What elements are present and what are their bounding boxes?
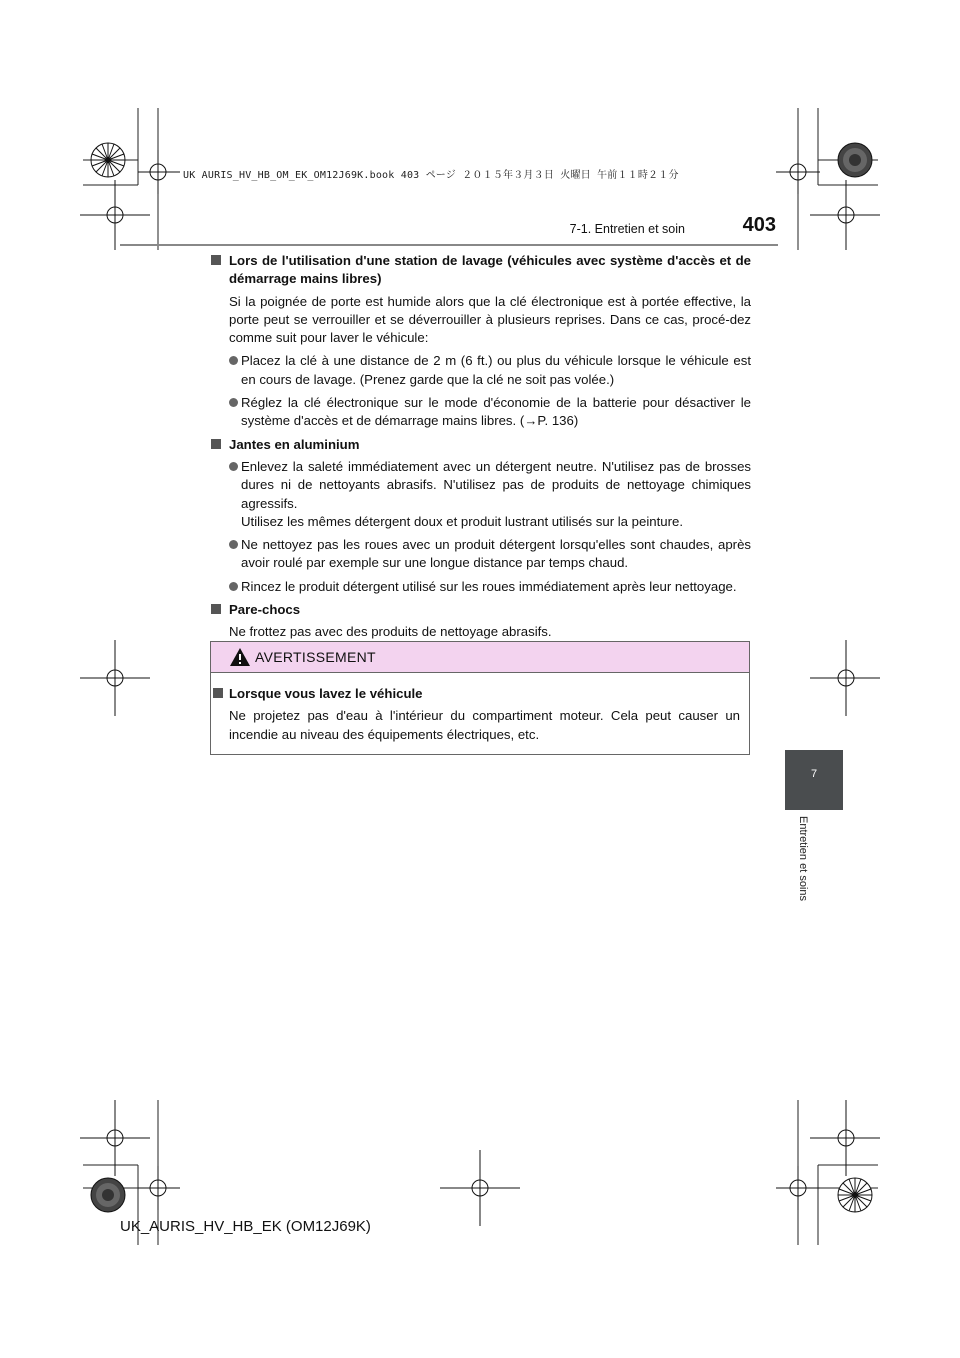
chapter-tab (785, 750, 843, 810)
round-bullet-icon (229, 398, 238, 407)
square-bullet-icon (211, 439, 221, 449)
header-rule (120, 244, 778, 246)
section-heading: Lors de l'utilisation d'une station de lavage (véhicules avec système d'accès et de démarrage mains libres) (211, 252, 751, 289)
list-item: Enlevez la saleté immédiatement avec un détergent neutre. N'utilisez pas de brosses dures ni de nettoyants abrasifs. N'utilisez pas de produits de nettoyage chimiques agressifs. Utilisez les mêmes détergent doux et produit lustrant utilisés sur la peinture. (229, 458, 751, 531)
footer-model-code: UK_AURIS_HV_HB_EK (OM12J69K) (120, 1218, 371, 1235)
warning-text: Ne projetez pas d'eau à l'intérieur du compartiment moteur. Cela peut causer un incendie au niveau des équipements électriques, etc. (229, 708, 740, 742)
round-bullet-icon (229, 582, 238, 591)
warning-title: AVERTISSEMENT (255, 649, 376, 665)
main-content (211, 252, 751, 647)
round-bullet-icon (229, 540, 238, 549)
list-item: Placez la clé à une distance de 2 m (6 ft.) ou plus du véhicule lorsque le véhicule est en cours de lavage. (Prenez garde que la clé ne soit pas volée.) (229, 352, 751, 389)
square-bullet-icon (213, 688, 223, 698)
warning-triangle-icon (229, 647, 251, 667)
chapter-label: Entretien et soins (797, 816, 809, 901)
list-item: Réglez la clé électronique sur le mode d'économie de la batterie pour désactiver le système d'accès et de démarrage mains libres. (→P. 136) (229, 394, 751, 431)
list-item: Rincez le produit détergent utilisé sur les roues immédiatement après leur nettoyage. (229, 578, 751, 596)
warning-header (211, 642, 749, 673)
list-item: Ne nettoyez pas les roues avec un produit détergent lorsqu'elles sont chaudes, après avoir roulé par exemple sur une longue distance par temps chaud. (229, 536, 751, 573)
chapter-number: 7 (810, 768, 818, 780)
section-title: 7-1. Entretien et soin (569, 222, 685, 236)
round-bullet-icon (229, 462, 238, 471)
warning-heading: Lorsque vous lavez le véhicule (211, 685, 740, 703)
paragraph: Ne frottez pas avec des produits de nettoyage abrasifs. (229, 624, 552, 640)
round-bullet-icon (229, 356, 238, 365)
section-heading: Pare-chocs (211, 601, 751, 619)
book-print-line: UK AURIS_HV_HB_OM_EK_OM12J69K.book 403 ページ ２０１５年３月３日 火曜日 午前１１時２１分 (183, 170, 679, 181)
page-number: 403 (742, 214, 776, 236)
warning-body (211, 673, 749, 744)
paragraph: Si la poignée de porte est humide alors que la clé électronique est à portée effective, la porte peut se verrouiller et se déverrouiller à plusieurs reprises. Dans ce cas, procé-dez comme suit pour laver le véhicule: (229, 293, 751, 346)
square-bullet-icon (211, 255, 221, 265)
square-bullet-icon (211, 604, 221, 614)
section-heading: Jantes en aluminium (211, 436, 751, 454)
warning-box (210, 641, 750, 755)
